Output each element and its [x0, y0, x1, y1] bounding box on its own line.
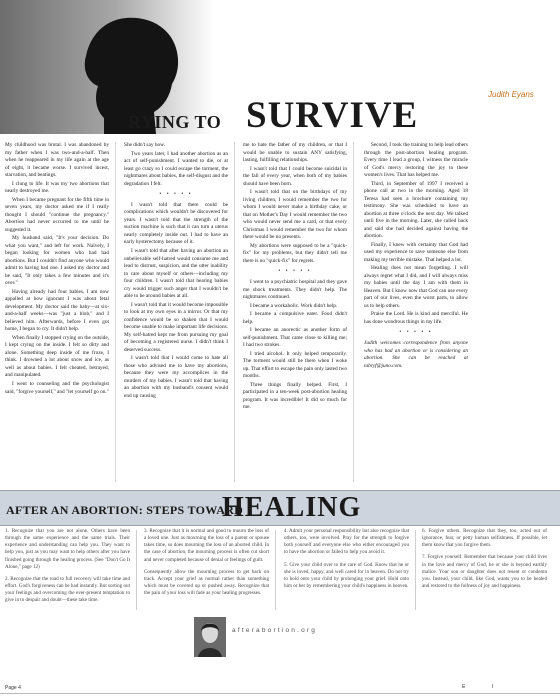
healing-step: 6. Forgive others. Recognize that they, too, acted out of ignorance, fear, or petty human selfishness. If possible, let them know that you forgive them.	[422, 528, 547, 549]
section-break: • • • • •	[399, 329, 433, 336]
column-divider	[353, 142, 354, 482]
article-paragraph: I became an anorectic as another form of self-punishment. That came close to killing me; I had two strokes.	[243, 327, 347, 349]
title-main: SURVIVE	[246, 95, 419, 136]
article-paragraph: I wasn't told that on the birthdays of my living children, I would remember the two for whom I would never make a birthday cake, or that on Mother's Day I would remember the two who would never send me a card, or that every Christmas I would remember the two for whom there would be no presents.	[243, 189, 347, 241]
article-paragraph: My abortions were supposed to be a "quick-fix" for my problems, but they didn't tell me there is no "quick-fix" for regrets.	[243, 242, 347, 264]
website-url: afterabortion.org	[232, 627, 318, 634]
article-column-2	[124, 142, 228, 401]
page-marker-b: I	[491, 684, 494, 690]
banner-prefix: AFTER AN ABORTION: STEPS TOWARD	[6, 503, 244, 517]
page-number: Page 4	[5, 685, 21, 691]
article-paragraph: I wasn't told that I would come to hate all those who advised me to have my abortions, because they were my accomplices in the murders of my babies. I wasn't told that having an abortion with my husband's consent would end up causing	[124, 355, 228, 399]
article-paragraph: She didn't say how.	[124, 142, 165, 148]
article-paragraph: I wasn't told that it would become impossible to look at my own eyes in a mirror. Or that my confidence would be so shaken that I would become unable to make important life decisions. My self-hatred kept me from pursuing my goal of becoming a registered nurse. I didn't think I deserved success.	[124, 301, 228, 353]
healing-step: 7. Forgive yourself. Remember that because your child lives in the love and mercy of God, he or she is beyond earthly malice. Your son or daughter does not resent or condemn you. Instead, your child, like God, wants you to be healed and restored to the fullness of joy and happiness.	[422, 554, 547, 589]
article-paragraph: Two years later, I had another abortion as an act of self-punishment. I wanted to die, or at least go crazy so I could escape the torment, the nightmares about babies, the self-disgust and the degradation I felt.	[124, 150, 228, 187]
column-divider	[136, 530, 137, 610]
article-column-4	[364, 142, 468, 371]
article-paragraph: I wasn't told that there could be complications which wouldn't be discovered for years. I wasn't told that the strength of the suction machine is such that it can turn a uterus nearly completely inside out. I had to have an early hysterectomy because of it.	[124, 201, 228, 246]
article-paragraph: I became a workaholic. Work didn't help.	[250, 302, 338, 309]
article-paragraph: My childhood was brutal. I was abandoned by my father when I was two-and-a-half. Then when he reappeared in my life again at the age of eight, it became worse. I survived incest, starvation, and beatings.	[5, 142, 109, 179]
banner-main: HEALING	[222, 492, 362, 523]
healing-step: 4. Admit your personal responsibility but also recognize that others, too, were involved. Pray for the strength to forgive both yourself and everyone else who either encouraged you to have the abortion or failed to help you avoid it.	[284, 528, 409, 556]
healing-column-3	[284, 528, 409, 595]
page-marker	[462, 684, 518, 690]
healing-column-4	[422, 528, 547, 595]
column-divider	[275, 530, 276, 610]
healing-step: 5. Give your child over to the care of God. Know that he or she is loved, happy, and well cared for in heaven. Do not try to hold onto your child by prolonging your grief. Hold onto him or her by remembering your child's happiness in heaven.	[284, 561, 409, 589]
article-paragraph: Praise the Lord. He is kind and merciful. He has done wondrous things in my life.	[364, 311, 468, 325]
article-paragraph: When finally I stopped crying on the outside, I kept crying on the inside. I felt so dirty and alone. Something deep inside of me froze, I think. I drowned a lot about snow and ice, as well as about babies. I felt cheated, betrayed, and manipulated.	[5, 334, 109, 379]
author-portrait	[194, 617, 226, 657]
article-paragraph: Finally, I knew with certainty that God had used my experience to save someone else from making my terrible mistake. That helped a lot.	[364, 241, 468, 263]
section-break: • • • • •	[278, 268, 312, 275]
article-paragraph: I became a compulsive eater. Food didn't help.	[243, 311, 347, 325]
article-paragraph: Third, in September of 1997 I received a phone call at two in the morning. Aged 18 Teresa had seen a brochure containing my testimony. She was scheduled to have an abortion at three o'clock the next day. We talked until five in the morning. Later, she called back and said she had decided against having the abortion.	[364, 180, 468, 240]
article-paragraph: I clung to life. It was my two abortions that nearly destroyed me.	[5, 180, 109, 195]
byline: Judith Eyans	[488, 90, 534, 99]
article-column-3	[243, 142, 347, 413]
page-marker-a: E	[462, 684, 466, 690]
article-paragraph: Judith welcomes correspondence from anyone who has had an abortion or is considering an abortion. She can be reached at tabryf@juno.com.	[364, 340, 468, 369]
article-paragraph: I wasn't told that I could become suicidal in the fall of every year, when both of my babies should have been born.	[243, 165, 347, 187]
column-divider	[234, 142, 235, 482]
article-paragraph: When I became pregnant for the fifth time in seven years, my doctor asked me if I really thought I should "continue the pregnancy." Abortion had never occurred to me until he suggested it.	[5, 196, 109, 233]
healing-column-2	[144, 528, 269, 602]
article-paragraph: Three things finally helped. First, I participated in a ten-week post-abortion healing program. It was incredible! It did so much for me.	[243, 381, 347, 411]
title-prefix: RYING TO	[128, 112, 222, 132]
article-paragraph: I tried alcohol. It only helped temporarily. The torment would still be there when I woke up. That effort to escape the pain only lasted two months.	[243, 350, 347, 380]
column-divider	[415, 530, 416, 610]
section-break: • • • • •	[159, 191, 193, 198]
article-paragraph: Second, I took the training to help lead others through the post-abortion healing program. Every time I lead a group, I witness the miracle of God's mercy restoring the joy to these women's lives. That has helped me.	[364, 142, 468, 179]
article-paragraph: I went to a psychiatric hospital and they gave me shock treatments. They didn't help. The nightmares continued.	[243, 279, 347, 301]
article-paragraph: Healing does not mean forgetting. I will always regret what I did, and I will always miss my babies until the day I am with them in Heaven. But I know now that God can use every part of our lives, even the worst parts, to allow us to help others.	[364, 265, 468, 309]
article-paragraph: me to hate the father of my children, or that I would be unable to sustain ANY satisfying, lasting, fulfilling relationships.	[243, 142, 347, 164]
healing-banner	[0, 490, 560, 526]
article-paragraph: I went to counseling and the psychologist said, "forgive yourself," and "let yourself go on."	[5, 380, 109, 395]
healing-column-1	[5, 528, 130, 609]
healing-step: 2. Recognize that the road to full recovery will take time and effort. God's forgiveness can be had instantly. But sorting out your feelings and overcoming the ever-present temptation to give in to despair and doubt—these take time.	[5, 575, 130, 604]
healing-step: Consequently allow the mourning process to get back on track. Accept your grief as normal rather than something which must be covered up or pushed away. Recognize that the pain of your loss will fade as your healing progresses.	[144, 568, 269, 596]
article-column-1	[5, 142, 109, 397]
healing-step: 3. Recognize that it is normal and good to mourn the loss of a loved one. Just as mourning the loss of a parent or spouse takes time, so does mourning the loss of an aborted child. In the case of abortion, the mourning process is often cut short and never completed because of denial or feelings of guilt.	[144, 528, 269, 563]
article-paragraph: My husband said, "It's your decision. Do what you want," and left for work. Naïvely, I began looking for women who had had abortions. But I couldn't find anyone who would admit to having had one. I asked my doctor and he said, "It only takes a few minutes and it's over."	[5, 235, 109, 287]
article-paragraph: I wasn't told that after having an abortion an unbelievable self-hatred would consume me and lead to distrust, suspicion, and the utter inability to care about myself or others—including my four children. I wasn't told that hearing babies cry would trigger such anger that I wouldn't be able to be around babies at all.	[124, 247, 228, 300]
column-divider	[115, 142, 116, 482]
article-paragraph: Having already had four babies, I am now appalled at how ignorant I was about fetal development. My doctor said the baby—at six-and-a-half weeks—was "just a blob," and I believed him. Afterwards, before I even got home, I began to cry. It didn't help.	[5, 288, 109, 333]
healing-step: 1. Recognize that you are not alone. Others have been through the same experience and the same trials. Their experience and understanding can help you. They want to help you, just as you may want to help others after you have finished going through the healing process. (See "Don't Go It Alone," page 12)	[5, 528, 130, 570]
footer-rule	[0, 693, 560, 694]
